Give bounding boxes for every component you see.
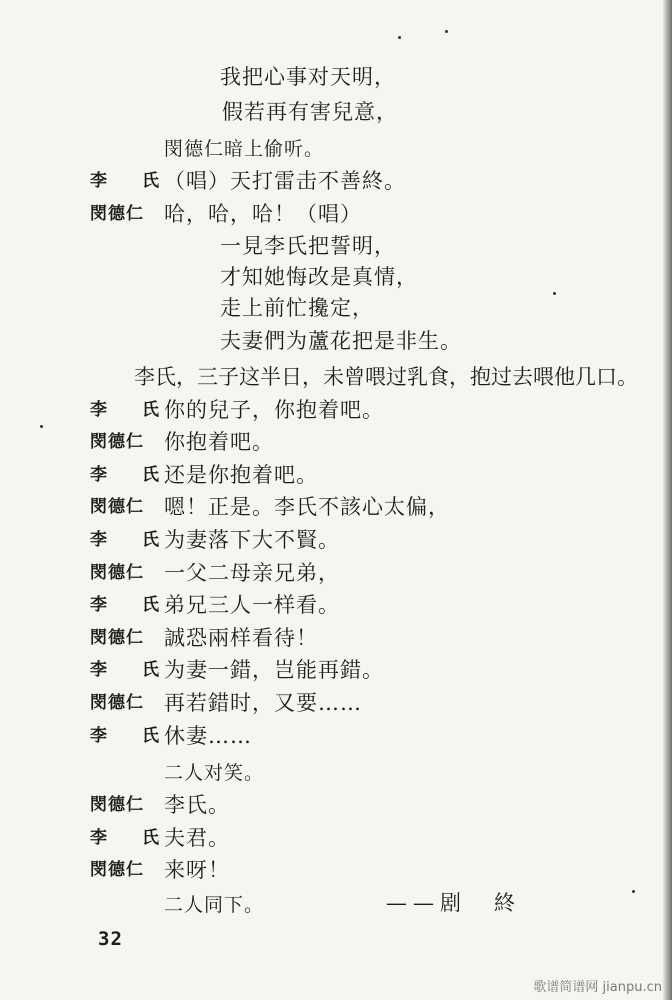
speaker-name: 李 氏 (90, 465, 168, 485)
stage-direction: 閔德仁暗上偷听。 (164, 138, 325, 160)
speaker-name: 李 氏 (90, 171, 168, 191)
print-speck (40, 425, 43, 428)
dialogue-text: 再若錯时，又要…… (164, 691, 362, 715)
speaker-name: 閔德仁 (90, 563, 144, 583)
speaker-name: 李 氏 (90, 400, 168, 420)
dialogue-text: 你的兒子，你抱着吧。 (164, 398, 384, 422)
verse-line: 夫妻們为蘆花把是非生。 (220, 329, 462, 353)
verse-line: 才知她悔改是真情， (220, 265, 418, 289)
dialogue-text: （唱）天打雷击不善終。 (164, 169, 406, 193)
dialogue-text: 誠恐兩样看待！ (164, 626, 318, 650)
speaker-name: 李 氏 (90, 595, 168, 615)
dialogue-text: 嗯！正是。李氏不該心太偏， (164, 495, 450, 519)
speaker-name: 李 氏 (90, 530, 168, 550)
page-number: 32 (98, 928, 123, 950)
speaker-name: 閔德仁 (90, 860, 144, 880)
speaker-name: 閔德仁 (90, 432, 144, 452)
verse-line: 我把心事对天明， (220, 65, 396, 89)
stage-direction: 二人对笑。 (164, 762, 265, 784)
speaker-name: 閔德仁 (90, 204, 144, 224)
speaker-name: 閔德仁 (90, 628, 144, 648)
print-speck (632, 890, 635, 893)
dialogue-text: 一父二母亲兄弟， (164, 561, 340, 585)
dialogue-text: 弟兄三人一样看。 (164, 593, 340, 617)
dialogue-text: 为妻落下大不賢。 (164, 528, 340, 552)
dialogue-text: 来呀！ (164, 858, 230, 882)
speaker-name: 閔德仁 (90, 497, 144, 517)
dialogue-text: 夫君。 (164, 826, 230, 850)
print-speck (445, 30, 448, 33)
speaker-name: 李 氏 (90, 726, 168, 746)
speaker-name: 閔德仁 (90, 693, 144, 713)
print-speck (553, 292, 556, 295)
verse-line: 假若再有害兒意， (222, 100, 398, 124)
dialogue-text: 李氏。 (164, 793, 230, 817)
verse-line: 走上前忙攙定， (220, 296, 374, 320)
speaker-name: 李 氏 (90, 660, 168, 680)
page-edge-shadow (662, 0, 672, 1000)
dialogue-text: 还是你抱着吧。 (164, 463, 318, 487)
end-of-play-mark: ——剧 終 (386, 891, 521, 915)
stage-direction: 二人同下。 (164, 894, 265, 916)
verse-line: 一見李氏把誓明， (220, 234, 396, 258)
speaker-name: 閔德仁 (90, 795, 144, 815)
narration-line: 李氏，三子这半日，未曾喂过乳食，抱过去喂他几口。 (134, 365, 638, 389)
dialogue-text: 为妻一錯，岂能再錯。 (164, 658, 384, 682)
speaker-name: 李 氏 (90, 828, 168, 848)
dialogue-text: 休妻…… (164, 724, 252, 748)
dialogue-text: 你抱着吧。 (164, 430, 274, 454)
dialogue-text: 哈，哈，哈！（唱） (164, 202, 362, 226)
site-watermark: 歌谱简谱网 jianpu.cn (533, 980, 662, 995)
print-speck (398, 36, 401, 39)
